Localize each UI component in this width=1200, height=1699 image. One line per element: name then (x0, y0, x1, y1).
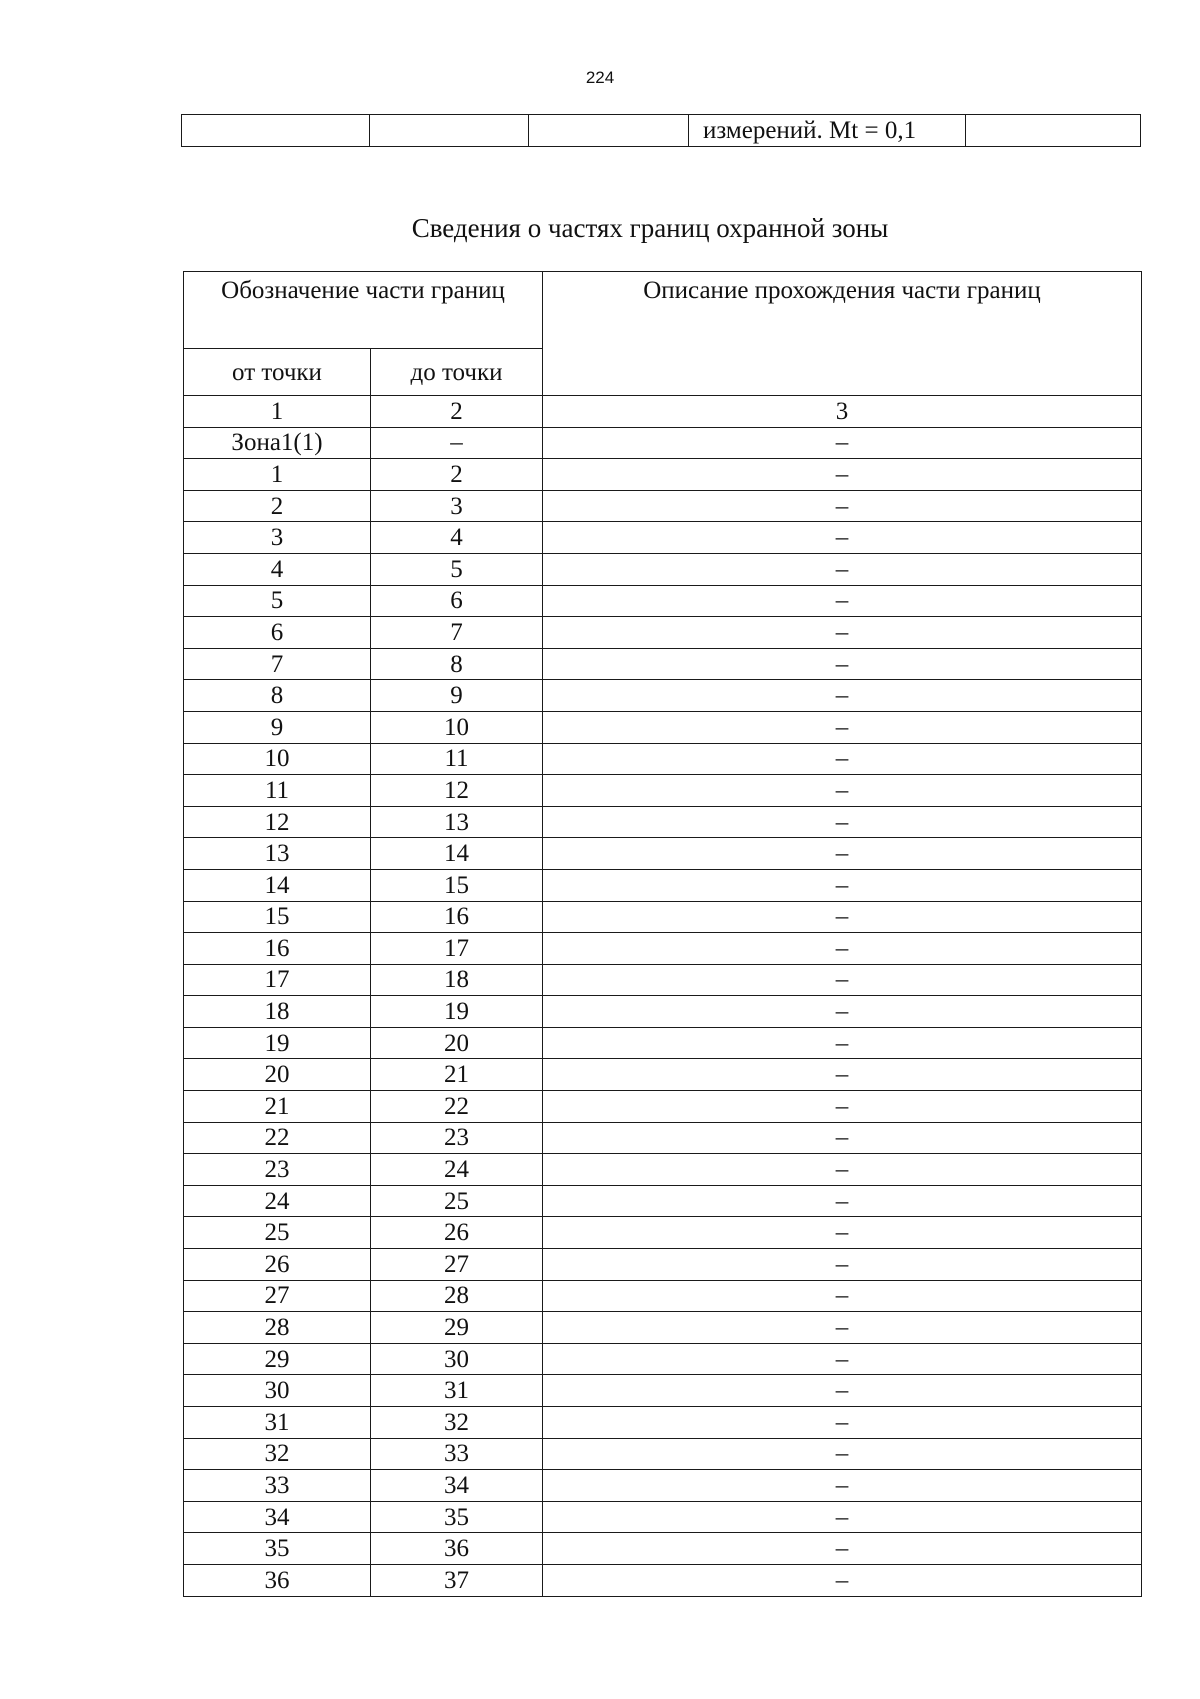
table-row (184, 838, 1142, 870)
table-row (184, 1122, 1142, 1154)
cell-description: – (543, 1122, 1142, 1154)
header-boundary-designation: Обозначение части границ (184, 272, 543, 349)
table-row (184, 933, 1142, 965)
table-row (184, 648, 1142, 680)
cell-from-point: 33 (184, 1470, 371, 1502)
cell-description: – (543, 1564, 1142, 1596)
cell-to-point: 31 (371, 1375, 543, 1407)
cell-from-point: 19 (184, 1027, 371, 1059)
table-row (184, 996, 1142, 1028)
cell-to-point: 35 (371, 1501, 543, 1533)
carryover-text-cell: измерений. Mt = 0,1 (689, 115, 966, 147)
cell-from-point: 30 (184, 1375, 371, 1407)
table-row (184, 1501, 1142, 1533)
table-row (184, 1533, 1142, 1565)
table-row (184, 490, 1142, 522)
cell-description: – (543, 459, 1142, 491)
cell-description: – (543, 1027, 1142, 1059)
carryover-row (182, 115, 1141, 147)
cell-to-point: 13 (371, 806, 543, 838)
cell-to-point: 14 (371, 838, 543, 870)
table-row (184, 1343, 1142, 1375)
table-row (184, 1249, 1142, 1281)
cell-from-point: 25 (184, 1217, 371, 1249)
cell-description: – (543, 806, 1142, 838)
boundary-parts-table (183, 271, 1142, 1597)
cell-to-point: 29 (371, 1312, 543, 1344)
cell-description: – (543, 996, 1142, 1028)
cell-to-point: 22 (371, 1091, 543, 1123)
table-row (184, 427, 1142, 459)
cell-description: – (543, 743, 1142, 775)
cell-from-point: 7 (184, 648, 371, 680)
table-row (184, 1185, 1142, 1217)
cell-to-point: 5 (371, 553, 543, 585)
table-row (184, 1564, 1142, 1596)
cell-to-point: 4 (371, 522, 543, 554)
cell-description: – (543, 1312, 1142, 1344)
cell-from-point: 20 (184, 1059, 371, 1091)
cell-from-point: 12 (184, 806, 371, 838)
cell-description: – (543, 1407, 1142, 1439)
table-row (184, 743, 1142, 775)
cell-to-point: 32 (371, 1407, 543, 1439)
table-row (184, 775, 1142, 807)
table-row (184, 711, 1142, 743)
cell-to-point: 10 (371, 711, 543, 743)
table-row (184, 1312, 1142, 1344)
cell-to-point: 17 (371, 933, 543, 965)
cell-description: – (543, 1249, 1142, 1281)
cell-description: – (543, 901, 1142, 933)
cell-to-point: 19 (371, 996, 543, 1028)
cell-to-point: 25 (371, 1185, 543, 1217)
cell-to-point: 36 (371, 1533, 543, 1565)
cell-from-point: 6 (184, 617, 371, 649)
table-row (184, 1375, 1142, 1407)
table-row (184, 869, 1142, 901)
cell-description: – (543, 1280, 1142, 1312)
cell-description: – (543, 933, 1142, 965)
cell-to-point: – (371, 427, 543, 459)
carryover-cell (182, 115, 370, 147)
cell-from-point: 23 (184, 1154, 371, 1186)
cell-from-point: 22 (184, 1122, 371, 1154)
table-row (184, 522, 1142, 554)
cell-from-point: 26 (184, 1249, 371, 1281)
cell-to-point: 30 (371, 1343, 543, 1375)
header-from-point: от точки (184, 349, 371, 396)
cell-to-point: 9 (371, 680, 543, 712)
cell-description: – (543, 1375, 1142, 1407)
cell-to-point: 8 (371, 648, 543, 680)
cell-from-point: 35 (184, 1533, 371, 1565)
cell-to-point: 12 (371, 775, 543, 807)
cell-to-point: 7 (371, 617, 543, 649)
cell-from-point: 34 (184, 1501, 371, 1533)
table-row (184, 1438, 1142, 1470)
cell-from-point: 1 (184, 459, 371, 491)
cell-description: – (543, 1217, 1142, 1249)
cell-description: – (543, 1501, 1142, 1533)
cell-description: – (543, 522, 1142, 554)
cell-from-point: 31 (184, 1407, 371, 1439)
cell-description: – (543, 869, 1142, 901)
header-to-point: до точки (371, 349, 543, 396)
cell-from-point: 18 (184, 996, 371, 1028)
cell-description: – (543, 1470, 1142, 1502)
carryover-cell (529, 115, 689, 147)
cell-to-point: 28 (371, 1280, 543, 1312)
section-title: Сведения о частях границ охранной зоны (411, 213, 889, 243)
table-row (184, 806, 1142, 838)
cell-from-point: 27 (184, 1280, 371, 1312)
cell-from-point: 13 (184, 838, 371, 870)
cell-to-point: 21 (371, 1059, 543, 1091)
cell-to-point: 6 (371, 585, 543, 617)
cell-description: – (543, 490, 1142, 522)
cell-description: – (543, 775, 1142, 807)
cell-from-point: 32 (184, 1438, 371, 1470)
cell-from-point: 24 (184, 1185, 371, 1217)
table-row (184, 1217, 1142, 1249)
cell-description: – (543, 648, 1142, 680)
carryover-cell (966, 115, 1141, 147)
cell-description: – (543, 1438, 1142, 1470)
cell-from-point: Зона1(1) (184, 427, 371, 459)
cell-description: – (543, 838, 1142, 870)
cell-description: – (543, 1091, 1142, 1123)
cell-from-point: 4 (184, 553, 371, 585)
cell-to-point: 2 (371, 459, 543, 491)
cell-description: – (543, 617, 1142, 649)
cell-description: – (543, 964, 1142, 996)
carryover-table (181, 114, 1141, 147)
table-row (184, 1027, 1142, 1059)
cell-description: – (543, 553, 1142, 585)
carryover-cell (370, 115, 529, 147)
table-row (184, 964, 1142, 996)
cell-description: – (543, 1059, 1142, 1091)
cell-to-point: 18 (371, 964, 543, 996)
cell-from-point: 14 (184, 869, 371, 901)
cell-description: – (543, 680, 1142, 712)
cell-from-point: 21 (184, 1091, 371, 1123)
table-row (184, 617, 1142, 649)
cell-from-point: 9 (184, 711, 371, 743)
cell-from-point: 36 (184, 1564, 371, 1596)
cell-from-point: 2 (184, 490, 371, 522)
cell-to-point: 34 (371, 1470, 543, 1502)
table-row (184, 585, 1142, 617)
cell-description: – (543, 1533, 1142, 1565)
cell-to-point: 11 (371, 743, 543, 775)
table-row (184, 1154, 1142, 1186)
header-boundary-description: Описание прохождения части границ (543, 272, 1142, 396)
cell-description: – (543, 1343, 1142, 1375)
cell-to-point: 26 (371, 1217, 543, 1249)
cell-to-point: 2 (371, 396, 543, 428)
table-row (184, 1091, 1142, 1123)
cell-description: – (543, 1154, 1142, 1186)
cell-to-point: 20 (371, 1027, 543, 1059)
table-row (184, 1059, 1142, 1091)
cell-from-point: 1 (184, 396, 371, 428)
table-row (184, 1280, 1142, 1312)
cell-description: – (543, 711, 1142, 743)
cell-to-point: 15 (371, 869, 543, 901)
cell-description: – (543, 585, 1142, 617)
cell-from-point: 16 (184, 933, 371, 965)
cell-from-point: 3 (184, 522, 371, 554)
cell-to-point: 33 (371, 1438, 543, 1470)
page-number: 224 (585, 68, 615, 87)
cell-to-point: 24 (371, 1154, 543, 1186)
cell-from-point: 15 (184, 901, 371, 933)
cell-from-point: 29 (184, 1343, 371, 1375)
table-row (184, 553, 1142, 585)
cell-to-point: 23 (371, 1122, 543, 1154)
table-row (184, 1470, 1142, 1502)
table-row (184, 396, 1142, 428)
table-row (184, 680, 1142, 712)
cell-description: – (543, 427, 1142, 459)
cell-to-point: 3 (371, 490, 543, 522)
cell-to-point: 16 (371, 901, 543, 933)
cell-from-point: 5 (184, 585, 371, 617)
cell-from-point: 10 (184, 743, 371, 775)
cell-to-point: 27 (371, 1249, 543, 1281)
table-row (184, 459, 1142, 491)
cell-from-point: 8 (184, 680, 371, 712)
table-row (184, 901, 1142, 933)
cell-description: – (543, 1185, 1142, 1217)
cell-from-point: 28 (184, 1312, 371, 1344)
table-body (184, 396, 1142, 1597)
cell-from-point: 11 (184, 775, 371, 807)
cell-description: 3 (543, 396, 1142, 428)
cell-to-point: 37 (371, 1564, 543, 1596)
table-row (184, 1407, 1142, 1439)
table-header-row (184, 272, 1142, 349)
cell-from-point: 17 (184, 964, 371, 996)
